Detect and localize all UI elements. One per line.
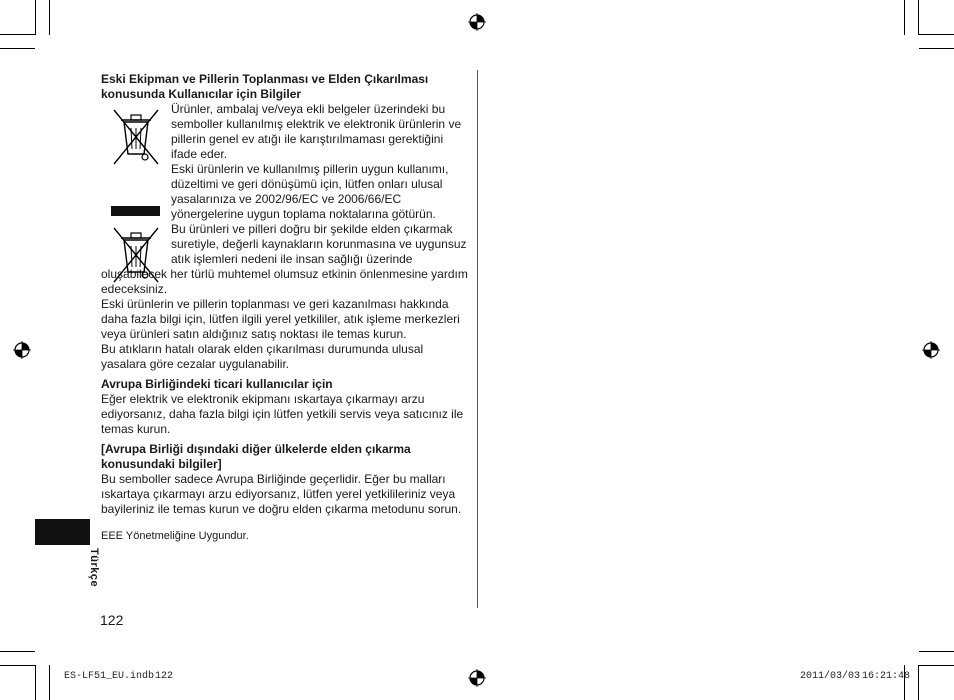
registration-mark-icon bbox=[468, 13, 486, 31]
text-line: semboller kullanılmış elektrik ve elektronik ürünlerin ve bbox=[171, 117, 462, 131]
crop-mark bbox=[904, 0, 905, 35]
text-line: Eski ürünlerin ve pillerin toplanması ve geri kazanılması hakkında bbox=[101, 297, 449, 311]
section-heading-line2: konusunda Kullanıcılar için Bilgiler bbox=[101, 87, 302, 101]
crop-mark bbox=[919, 34, 954, 35]
footer-date: 2011/03/03 bbox=[800, 671, 861, 682]
crop-mark bbox=[49, 0, 50, 35]
text-line: Eski ürünlerin ve kullanılmış pillerin uygun kullanımı, bbox=[171, 162, 449, 176]
footer-filename: ES-LF51_EU.indb bbox=[64, 671, 155, 682]
crossed-wheelie-bin-icon bbox=[111, 224, 161, 284]
text-line: Ürünler, ambalaj ve/veya ekli belgeler üzerindeki bu bbox=[171, 102, 446, 116]
text-line: pillerin genel ev atığı ile karıştırılmaması gerektiğini bbox=[171, 132, 444, 146]
page-number: 122 bbox=[100, 612, 124, 628]
crop-mark bbox=[0, 665, 35, 666]
footer-page: 122 bbox=[155, 671, 174, 682]
symbol-block bbox=[101, 102, 469, 267]
symbol-column bbox=[101, 102, 171, 265]
column-divider bbox=[477, 70, 478, 608]
crop-mark bbox=[919, 651, 954, 652]
registration-mark-icon bbox=[13, 341, 31, 359]
text-line: veya ürünleri satın aldığınız satış noktası ile temas kurun. bbox=[101, 327, 407, 341]
registration-mark-icon bbox=[922, 341, 940, 359]
crossed-wheelie-bin-icon bbox=[111, 106, 161, 166]
language-tab bbox=[35, 519, 90, 545]
crop-mark bbox=[49, 665, 50, 700]
eu-business-heading: Avrupa Birliğindeki ticari kullanıcılar için bbox=[101, 377, 333, 391]
crop-mark bbox=[0, 48, 35, 49]
symbol-description bbox=[171, 102, 469, 267]
registration-mark-icon bbox=[468, 669, 486, 687]
crop-mark bbox=[919, 48, 954, 49]
crop-mark bbox=[35, 0, 36, 35]
crop-mark bbox=[918, 665, 919, 700]
footer-time: 16:21:48 bbox=[862, 671, 911, 682]
text-line: Bu ürünleri ve pilleri doğru bir şekilde elden çıkarmak bbox=[171, 222, 453, 236]
eee-compliance-note: EEE Yönetmeliğine Uygundur. bbox=[101, 530, 249, 542]
text-line: Eğer elektrik ve elektronik ekipmanı ıskartaya çıkarmayı arzu bbox=[101, 392, 425, 406]
text-line: ıskartaya çıkarmayı arzu ediyorsanız, lütfen yerel yetkilileriniz veya bbox=[101, 487, 456, 501]
non-eu-heading: [Avrupa Birliği dışındaki diğer ülkelerde elden çıkarma bbox=[101, 442, 411, 456]
crop-mark bbox=[35, 665, 36, 700]
crop-mark bbox=[919, 665, 954, 666]
text-line: düzeltimi ve geri dönüşümü için, lütfen onları ulusal bbox=[171, 177, 443, 191]
section-heading: Eski Ekipman ve Pillerin Toplanması ve Elden Çıkarılması bbox=[101, 72, 429, 86]
symbol-underline-bar bbox=[111, 206, 160, 216]
text-line: yönergelerine uygun toplama noktalarına götürün. bbox=[171, 207, 436, 221]
text-line: atık işlemleri nedeni ile insan sağlığı üzerinde bbox=[171, 252, 413, 266]
text-line: daha fazla bilgi için, lütfen ilgili yerel yetkililer, atık işleme merkezleri bbox=[101, 312, 460, 326]
text-line: Bu atıkların hatalı olarak elden çıkarılması durumunda ulusal bbox=[101, 342, 424, 356]
text-line: ediyorsanız, daha fazla bilgi için lütfen yetkili servis veya satıcınız ile bbox=[101, 407, 464, 421]
text-line: suretiyle, değerli kaynakların korunmasına ve uygunsuz bbox=[171, 237, 467, 251]
crop-mark bbox=[918, 0, 919, 35]
text-line: oluşabilecek her türlü muhtemel olumsuz etkinin önlenmesine yardım bbox=[101, 267, 468, 281]
text-line: bayileriniz ile temas kurun ve doğru elden çıkarma metodunu sorun. bbox=[101, 502, 462, 516]
text-line: yasalarınıza ve 2002/96/EC ve 2006/66/EC bbox=[171, 192, 402, 206]
disposal-information bbox=[101, 72, 469, 517]
text-line: Bu semboller sadece Avrupa Birliğinde geçerlidir. Eğer bu malları bbox=[101, 472, 446, 486]
text-line: edeceksiniz. bbox=[101, 282, 168, 296]
crop-mark bbox=[0, 34, 35, 35]
text-line: ifade eder. bbox=[171, 147, 228, 161]
crop-mark bbox=[0, 651, 35, 652]
non-eu-heading-line2: konusundaki bilgiler] bbox=[101, 457, 222, 471]
language-label: Türkçe bbox=[88, 548, 100, 588]
text-line: yasalara göre cezalar uygulanabilir. bbox=[101, 357, 290, 371]
text-line: temas kurun. bbox=[101, 422, 171, 436]
